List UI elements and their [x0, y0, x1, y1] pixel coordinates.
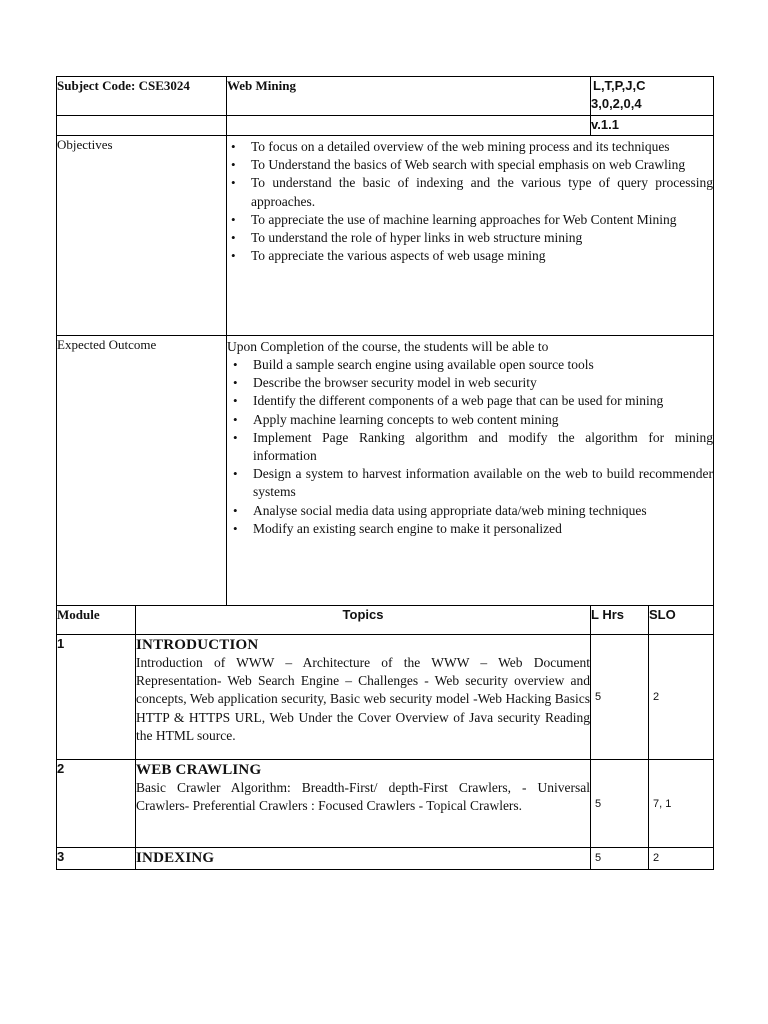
list-item: • Apply machine learning concepts to web content mining — [229, 411, 713, 429]
module-topic — [136, 760, 591, 848]
bullet-dot-icon: • — [233, 429, 238, 445]
list-item: • Implement Page Ranking algorithm and modify the algorithm for mining information — [233, 429, 714, 464]
list-item: • To Understand the basics of Web search with special emphasis on web Crawling — [227, 156, 713, 174]
module-title: INDEXING — [136, 850, 215, 866]
table-row — [57, 760, 714, 848]
bullet-dot-icon: • — [231, 248, 236, 264]
outcome-list — [229, 356, 713, 538]
version-empty-left — [57, 116, 227, 136]
list-item: • To appreciate the various aspects of web usage mining — [227, 247, 713, 265]
table-row — [57, 848, 714, 870]
bullet-dot-icon: • — [231, 139, 236, 154]
outcome-content — [227, 336, 714, 606]
syllabus-table — [56, 76, 714, 870]
bullet-dot-icon: • — [231, 175, 236, 191]
module-body: Basic Crawler Algorithm: Breadth-First/ depth-First Crawlers, - Universal Crawlers- Preferential Crawlers : Focused Crawlers - Topical Crawlers. — [136, 780, 590, 814]
objectives-content — [227, 136, 714, 336]
module-slo: 2 — [649, 635, 714, 760]
list-item: • To focus on a detailed overview of the web mining process and its techniques — [227, 138, 713, 156]
module-body: Introduction of WWW – Architecture of the WWW – Web Document Representation- Web Search Engine – Challenges - Web security overview and concepts, Web application security, Basic web security model -Web Hacking Basics HTTP & HTTPS URL, Web Under the Cover Overview of Java security Reading the HTML source. — [136, 655, 590, 743]
slo-header: SLO — [649, 606, 714, 635]
syllabus-page — [56, 76, 713, 870]
module-header-row — [57, 606, 714, 635]
outcome-intro: Upon Completion of the course, the students will be able to — [227, 339, 549, 354]
list-item: • Describe the browser security model in web security — [229, 374, 713, 392]
module-number: 3 — [57, 848, 136, 870]
bullet-dot-icon: • — [233, 357, 238, 372]
bullet-dot-icon: • — [233, 520, 238, 536]
bullet-dot-icon: • — [231, 157, 236, 173]
lhrs-header: L Hrs — [591, 606, 649, 635]
ltpjc-cell — [591, 77, 714, 116]
version-empty-mid — [227, 116, 591, 136]
version: v.1.1 — [591, 116, 714, 136]
version-row — [57, 116, 714, 136]
module-lhrs: 5 — [591, 635, 649, 760]
list-item: • Build a sample search engine using available open source tools — [229, 356, 713, 374]
ltpjc-label: L,T,P,J,C — [593, 78, 646, 93]
topics-header: Topics — [136, 606, 591, 635]
module-number: 1 — [57, 635, 136, 760]
subject-code: Subject Code: CSE3024 — [57, 77, 227, 116]
header-row — [57, 77, 714, 116]
bullet-dot-icon: • — [233, 411, 238, 427]
list-item: • Analyse social media data using appropriate data/web mining techniques — [229, 502, 713, 520]
list-item: • Modify an existing search engine to make it personalized — [229, 520, 713, 538]
module-header: Module — [57, 606, 136, 635]
bullet-dot-icon: • — [231, 211, 236, 227]
outcome-label: Expected Outcome — [57, 336, 227, 606]
list-item: • Design a system to harvest information available on the web to build recommender systems — [233, 466, 714, 500]
module-slo: 2 — [649, 848, 714, 870]
ltpjc-values: 3,0,2,0,4 — [591, 96, 642, 111]
bullet-dot-icon: • — [233, 466, 238, 482]
module-topic — [136, 635, 591, 760]
objectives-label: Objectives — [57, 136, 227, 336]
bullet-dot-icon: • — [233, 502, 238, 518]
objectives-row — [57, 136, 714, 336]
module-slo: 7, 1 — [649, 760, 714, 848]
list-item: • To understand the basic of indexing and the various type of query processing approaches. — [231, 175, 714, 209]
module-topic — [136, 848, 591, 870]
module-lhrs: 5 — [591, 848, 649, 870]
bullet-dot-icon: • — [233, 393, 238, 409]
outcome-row — [57, 336, 714, 606]
list-item: • Identify the different components of a web page that can be used for mining — [229, 392, 713, 410]
module-title: INTRODUCTION — [136, 637, 259, 653]
list-item: • To understand the role of hyper links in web structure mining — [227, 229, 713, 247]
module-title: WEB CRAWLING — [136, 762, 262, 778]
bullet-dot-icon: • — [233, 375, 238, 391]
table-row — [57, 635, 714, 760]
module-number: 2 — [57, 760, 136, 848]
list-item: • To appreciate the use of machine learning approaches for Web Content Mining — [227, 211, 713, 229]
bullet-dot-icon: • — [231, 230, 236, 246]
module-lhrs: 5 — [591, 760, 649, 848]
course-title: Web Mining — [227, 77, 591, 116]
objectives-list — [227, 138, 713, 265]
